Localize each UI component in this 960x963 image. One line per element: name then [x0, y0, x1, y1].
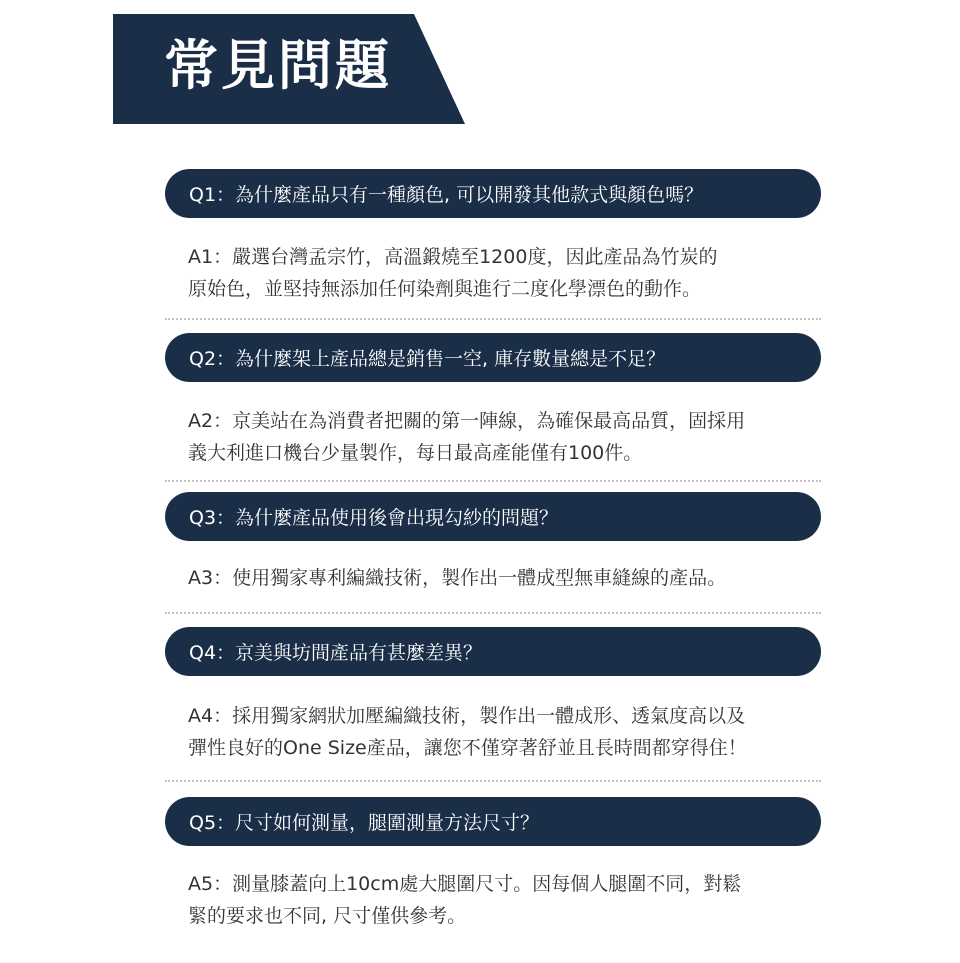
answer-line: 緊的要求也不同, 尺寸僅供參考。: [188, 905, 467, 927]
faq-answer-1: [188, 241, 808, 305]
divider: [165, 780, 821, 782]
faq-question-3: [165, 492, 821, 541]
faq-question-5: [165, 797, 821, 846]
faq-answer-4: [188, 700, 808, 764]
faq-question-text: Q3：為什麼產品使用後會出現勾紗的問題？: [189, 507, 559, 529]
faq-answer-3: [188, 562, 808, 594]
answer-line: A2：京美站在為消費者把關的第一陣線，為確保最高品質，固採用: [188, 410, 746, 432]
faq-question-text: Q1：為什麼產品只有一種顏色, 可以開發其他款式與顏色嗎？: [189, 184, 704, 206]
faq-question-2: [165, 333, 821, 382]
answer-line: A4：採用獨家網狀加壓編織技術，製作出一體成形、透氣度高以及: [188, 705, 746, 727]
answer-line: 義大利進口機台少量製作，每日最高產能僅有100件。: [188, 442, 643, 464]
answer-line: A3：使用獨家專利編織技術，製作出一體成型無車縫線的產品。: [188, 567, 727, 589]
faq-answer-2: [188, 405, 808, 469]
divider: [165, 480, 821, 482]
faq-question-4: [165, 627, 821, 676]
answer-line: 彈性良好的One Size產品，讓您不僅穿著舒並且長時間都穿得住！: [188, 737, 747, 759]
page-title: 常見問題: [164, 34, 392, 97]
faq-question-text: Q4：京美與坊間產品有甚麼差異？: [189, 642, 483, 664]
faq-question-1: [165, 169, 821, 218]
answer-line: A5：測量膝蓋向上10cm處大腿圍尺寸。因每個人腿圍不同，對鬆: [188, 873, 742, 895]
answer-line: 原始色，並堅持無添加任何染劑與進行二度化學漂色的動作。: [188, 278, 702, 300]
faq-question-text: Q2：為什麼架上產品總是銷售一空, 庫存數量總是不足？: [189, 348, 666, 370]
divider: [165, 612, 821, 614]
faq-question-text: Q5：尺寸如何測量，腿圍測量方法尺寸？: [189, 812, 540, 834]
divider: [165, 318, 821, 320]
faq-answer-5: [188, 868, 808, 932]
answer-line: A1：嚴選台灣孟宗竹，高溫鍛燒至1200度，因此產品為竹炭的: [188, 246, 718, 268]
